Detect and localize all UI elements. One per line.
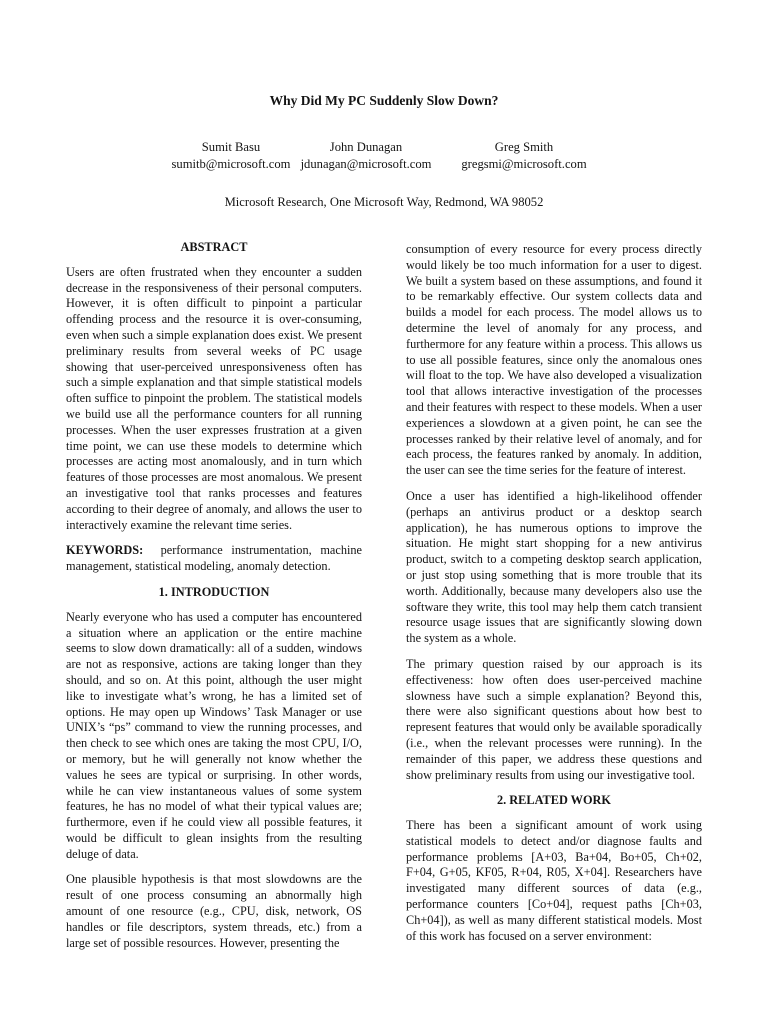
author-name: Greg Smith [494,140,554,154]
left-column [66,240,362,961]
related-work-heading: 2. RELATED WORK [497,793,611,808]
author-email: jdunagan@microsoft.com [300,157,432,171]
paper-title: Why Did My PC Suddenly Slow Down? [269,93,499,108]
keywords [66,543,362,575]
abstract-text: Users are often frustrated when they encounter a sudden decrease in the responsiveness of their personal computers. However, it is often difficult to pinpoint a particular offending process and the resource it is over-consuming, even when such a simple explanation does exist. We present preliminary results from several weeks of PC usage showing that user-perceived unresponsiveness often has such a simple explanation and that simple statistical models often suffice to pinpoint the problem. The statistical models we build use all the performance counters for all running processes. When the user expresses frustration at a given time point, we can use these models to determine which processes are acting most anomalously, and in turn which features of those processes are most anomalous. We present an investigative tool that ranks processes and features according to their degree of anomaly, and allows the user to interactively examine the relevant time series. [66,264,362,532]
author-3 [424,139,624,173]
affiliation: Microsoft Research, One Microsoft Way, Redmond, WA 98052 [224,195,544,209]
author-name: Sumit Basu [201,140,261,154]
introduction-paragraph-1: Nearly everyone who has used a computer has encountered a situation where an application or the entire machine seems to slow down dramatically: all of a sudden, windows are not as responsive, actions are taking longer than they should, and so on. At this point, although the user might like to investigate what’s wrong, he has a limited set of options. He may open up Windows’ Task Manager or use UNIX’s “ps” command to view the running processes, and then check to see which ones are taking the most CPU, I/O, or memory, but he will generally not know whether the values he sees are typical or surprising. In other words, while he can view instantaneous values of some system features, he has no model of what their typical values are; furthermore, even if he could view all possible features, it would be difficult to glean insights from the resulting deluge of data. [66,609,362,861]
introduction-paragraph-2-continued: consumption of every resource for every process directly would likely be too much information for a user to digest. We built a system based on these assumptions, and found it to be remarkably effective. Our system collects data and builds a model for each process. The model allows us to determine the level of anomaly for any process, and furthermore for any feature within a process. This allows us to use all possible features, since only the anomalous ones will float to the top. We have also developed a visualization tool that allows interactive investigation of the processes and their features with respect to these models. When a user experiences a slowdown at a given point, he can see the processes ranked by their relative level of anomaly, and for each process, the features ranked by anomaly. In addition, the user can see the time series for the feature of interest. [406,242,702,478]
keywords-text: performance instrumentation, machine management, statistical modeling, anomaly detection. [66,543,362,574]
keywords-label: KEYWORDS: [66,543,144,558]
introduction-heading: 1. INTRODUCTION [158,584,270,599]
author-name: John Dunagan [329,140,403,154]
author-email: sumitb@microsoft.com [171,157,291,171]
right-column [406,242,702,954]
introduction-paragraph-2-start: One plausible hypothesis is that most slowdowns are the result of one process consuming an abnormally high amount of one resource (e.g., CPU, disk, network, OS handles or file descriptors, system threads, etc.) from a large set of possible resources. However, presenting the [66,872,362,950]
abstract-heading: ABSTRACT [180,240,248,254]
related-work-paragraph-1: There has been a significant amount of work using statistical models to detect and/or diagnose faults and performance problems [A+03, Ba+04, Bo+05, Ch+02, F+04, G+05, KF05, R+04, R05, X+04]. Researchers have investigated many different sources of data (e.g., performance counters [Co+04], request paths [Ch+03, Ch+04]), as well as many different statistical models. Most of this work has focused on a server environment: [406,818,702,943]
introduction-paragraph-3: Once a user has identified a high-likelihood offender (perhaps an antivirus product or a desktop search application), he has numerous options to improve the situation. He might start shopping for a new antivirus product, switch to a competing desktop search application, or just stop using something that is more trouble that its worth. Additionally, because many developers also use the software they write, this tool may help them catch transient resource usage issues that are significantly slowing down the system as a whole. [406,488,702,646]
introduction-paragraph-4: The primary question raised by our approach is its effectiveness: how often does user-perceived machine slowness have such a simple explanation? Beyond this, there were also significant questions about how best to represent features that would only be available sporadically (i.e., when the relevant processes were running). In the remainder of this paper, we address these questions and show preliminary results from using our investigative tool. [406,656,702,782]
author-email: gregsmi@microsoft.com [461,157,587,171]
